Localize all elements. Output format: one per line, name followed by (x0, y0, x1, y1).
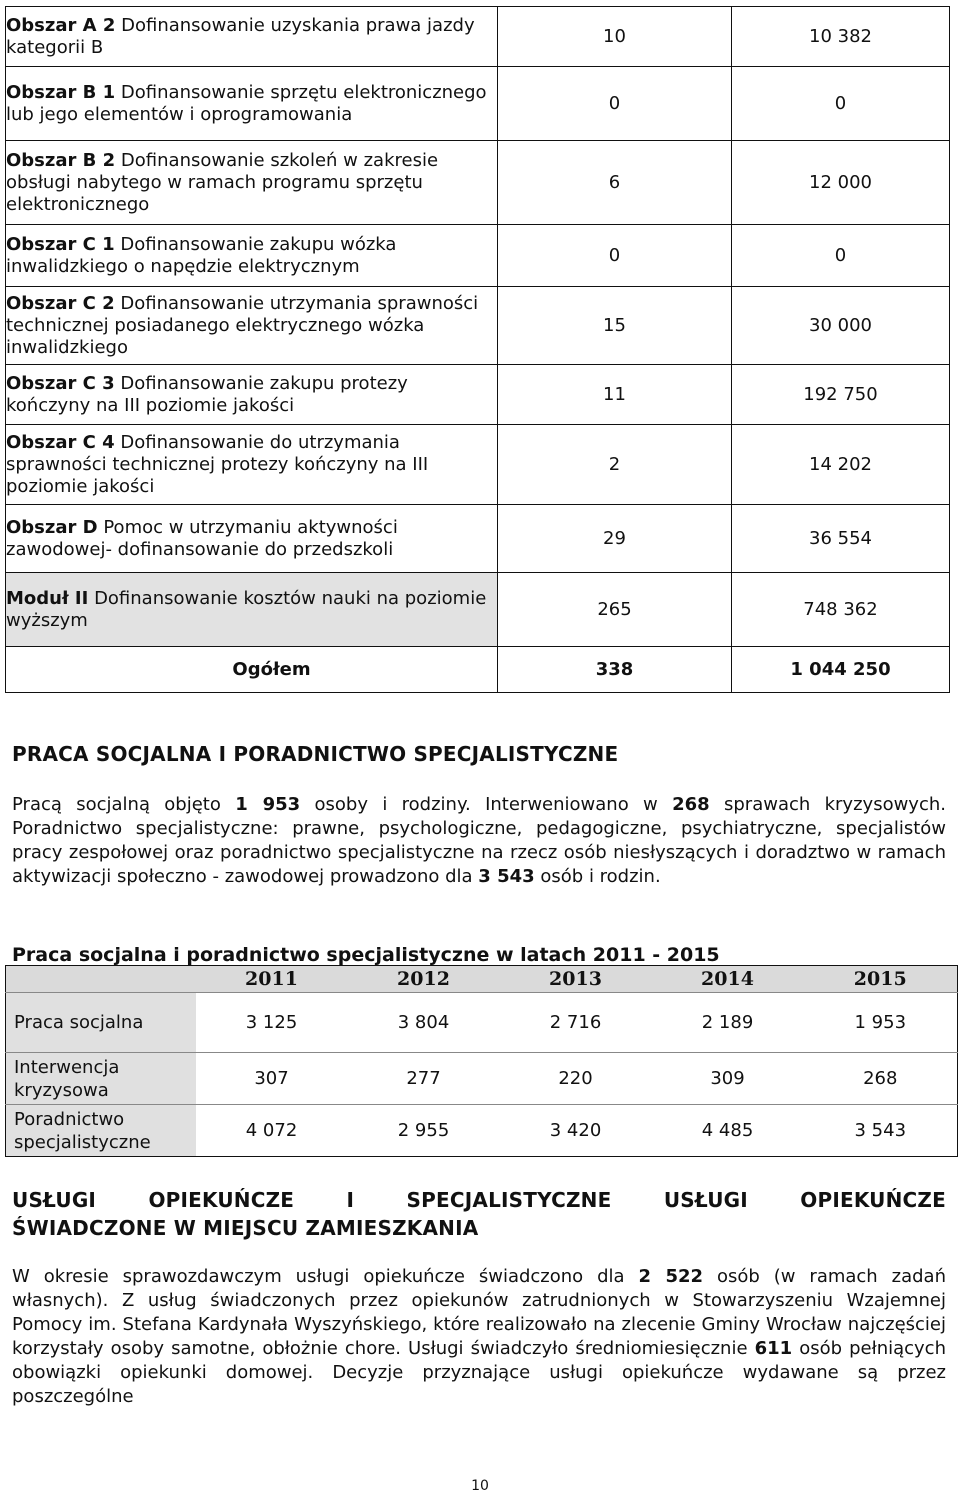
row-label: Praca socjalna (6, 993, 196, 1053)
table-row (6, 573, 950, 647)
row-label: Obszar B 1 Dofinansowanie sprzętu elektronicznego lub jego elementów i oprogramowania (6, 67, 498, 141)
header-empty (6, 966, 196, 993)
row-count: 15 (498, 287, 732, 365)
page-number: 10 (471, 1478, 489, 1494)
row-amount: 192 750 (732, 365, 950, 425)
row-count: 6 (498, 141, 732, 225)
table-row (6, 425, 950, 505)
table-row (6, 505, 950, 573)
row-count: 0 (498, 225, 732, 287)
row-count: 10 (498, 7, 732, 67)
table-row (6, 365, 950, 425)
row-label: Poradnictwo specjalistyczne (6, 1105, 196, 1157)
table-row (6, 67, 950, 141)
row-amount: 14 202 (732, 425, 950, 505)
care-services-paragraph: W okresie sprawozdawczym usługi opiekuńcze świadczono dla 2 522 osób (w ramach zadań własnych). Z usług świadczonych przez opiekunów zatrudnionych w Stowarzyszeniu Wzajemnej Pomocy im. Stefana Kardynała Wyszyńskiego, które realizowało na zlecenie Gminy Wrocław najczęściej korzystały osoby samotne, obłożnie chore. Usługi świadczyło średniomiesięcznie 611 osób pełniących obowiązki opiekunki domowej. Decyzje przyznające usługi opiekuńcze wydawane są przez poszczególne (12, 1266, 946, 1407)
cell-value: 307 (196, 1053, 348, 1105)
cell-value: 309 (652, 1053, 804, 1105)
row-count: 11 (498, 365, 732, 425)
row-amount: 10 382 (732, 7, 950, 67)
table2-title: Praca socjalna i poradnictwo specjalistyczne w latach 2011 - 2015 (12, 944, 720, 966)
total-label: Ogółem (6, 647, 498, 693)
row-label: Obszar B 2 Dofinansowanie szkoleń w zakresie obsługi nabytego w ramach programu sprzętu elektronicznego (6, 141, 498, 225)
cell-value: 3 420 (500, 1105, 652, 1157)
section-heading-social-work: PRACA SOCJALNA I PORADNICTWO SPECJALISTYCZNE (12, 742, 619, 766)
cell-value: 4 072 (196, 1105, 348, 1157)
table-row (6, 7, 950, 67)
total-count: 338 (498, 647, 732, 693)
cell-value: 3 543 (804, 1105, 958, 1157)
row-amount: 36 554 (732, 505, 950, 573)
row-amount: 0 (732, 67, 950, 141)
row-label: Obszar D Pomoc w utrzymaniu aktywności zawodowej- dofinansowanie do przedszkoli (6, 505, 498, 573)
row-count: 0 (498, 67, 732, 141)
total-row (6, 647, 950, 693)
row-label: Interwencja kryzysowa (6, 1053, 196, 1105)
row-amount: 0 (732, 225, 950, 287)
row-amount: 30 000 (732, 287, 950, 365)
social-work-years-table (5, 965, 958, 1157)
section-heading-care-services-line2: ŚWIADCZONE W MIEJSCU ZAMIESZKANIA (12, 1216, 479, 1240)
funding-table (5, 6, 950, 693)
year-header: 2015 (804, 966, 958, 993)
row-label: Obszar C 4 Dofinansowanie do utrzymania sprawności technicznej protezy kończyny na III poziomie jakości (6, 425, 498, 505)
cell-value: 1 953 (804, 993, 958, 1053)
table-row (6, 141, 950, 225)
cell-value: 2 716 (500, 993, 652, 1053)
cell-value: 3 125 (196, 993, 348, 1053)
cell-value: 2 189 (652, 993, 804, 1053)
table-row (6, 993, 958, 1053)
table-row (6, 287, 950, 365)
cell-value: 277 (348, 1053, 500, 1105)
row-label: Obszar A 2 Dofinansowanie uzyskania prawa jazdy kategorii B (6, 7, 498, 67)
total-amount: 1 044 250 (732, 647, 950, 693)
row-label: Obszar C 3 Dofinansowanie zakupu protezy kończyny na III poziomie jakości (6, 365, 498, 425)
table-row (6, 225, 950, 287)
cell-value: 3 804 (348, 993, 500, 1053)
cell-value: 2 955 (348, 1105, 500, 1157)
row-count: 29 (498, 505, 732, 573)
social-work-paragraph: Pracą socjalną objęto 1 953 osoby i rodziny. Interweniowano w 268 sprawach kryzysowych. Poradnictwo specjalistyczne: prawne, psychologiczne, pedagogiczne, psychiatryczne, specjalistów pracy zespołowej oraz poradnictwo specjalistyczne na rzecz osób niesłyszących i doradztwo w ramach aktywizacji społeczno - zawodowej prowadzono dla 3 543 osób i rodzin. (12, 794, 946, 887)
row-label: Moduł II Dofinansowanie kosztów nauki na poziomie wyższym (6, 573, 498, 647)
row-label: Obszar C 2 Dofinansowanie utrzymania sprawności technicznej posiadanego elektrycznego wózka inwalidzkiego (6, 287, 498, 365)
table-row (6, 1053, 958, 1105)
year-header: 2012 (348, 966, 500, 993)
table-row (6, 1105, 958, 1157)
year-header: 2013 (500, 966, 652, 993)
heading-line-1: USŁUGI OPIEKUŃCZE I SPECJALISTYCZNE USŁUGI OPIEKUŃCZE (12, 1188, 946, 1212)
cell-value: 268 (804, 1053, 958, 1105)
row-count: 265 (498, 573, 732, 647)
row-count: 2 (498, 425, 732, 505)
row-label: Obszar C 1 Dofinansowanie zakupu wózka inwalidzkiego o napędzie elektrycznym (6, 225, 498, 287)
year-header: 2011 (196, 966, 348, 993)
row-amount: 12 000 (732, 141, 950, 225)
row-amount: 748 362 (732, 573, 950, 647)
cell-value: 4 485 (652, 1105, 804, 1157)
section-heading-care-services (12, 1188, 946, 1212)
year-header: 2014 (652, 966, 804, 993)
cell-value: 220 (500, 1053, 652, 1105)
year-header-row (6, 966, 958, 993)
